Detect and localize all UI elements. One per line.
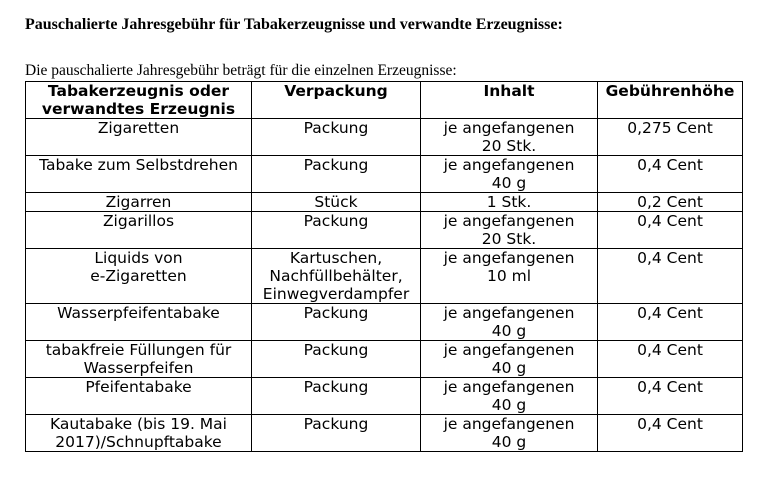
cell-text: Pfeifentabake — [85, 378, 192, 396]
cell-text: Packung — [303, 119, 369, 137]
cell-content — [421, 415, 598, 452]
cell-text: Wasserpfeifentabake — [57, 304, 220, 322]
cell-fee — [598, 249, 743, 304]
cell-text: Wasserpfeifen — [83, 359, 194, 377]
cell-text: je angefangenen — [443, 156, 575, 174]
cell-text: 2017)/Schnupftabake — [55, 433, 222, 451]
cell-text: Packung — [303, 341, 369, 359]
cell-text: e-Zigaretten — [90, 267, 187, 285]
table-row — [26, 156, 743, 193]
table-row — [26, 304, 743, 341]
cell-text: 0,4 Cent — [637, 304, 703, 322]
cell-text: Zigarren — [105, 193, 172, 211]
column-header-content — [421, 82, 598, 119]
cell-fee — [598, 156, 743, 193]
header-row — [26, 82, 743, 119]
fee-table-body — [26, 119, 743, 452]
cell-packaging — [252, 304, 421, 341]
cell-content — [421, 193, 598, 212]
cell-text: 0,4 Cent — [637, 156, 703, 174]
cell-text: 1 Stk. — [486, 193, 532, 211]
cell-text: je angefangenen — [443, 415, 575, 433]
column-header-product — [26, 82, 252, 119]
cell-product — [26, 156, 252, 193]
cell-text: 0,4 Cent — [637, 341, 703, 359]
fee-table — [25, 81, 743, 452]
cell-packaging — [252, 193, 421, 212]
cell-text: 0,4 Cent — [637, 415, 703, 433]
cell-fee — [598, 304, 743, 341]
cell-product — [26, 341, 252, 378]
cell-fee — [598, 212, 743, 249]
cell-content — [421, 304, 598, 341]
cell-packaging — [252, 156, 421, 193]
fee-table-head — [26, 82, 743, 119]
cell-product — [26, 119, 252, 156]
cell-content — [421, 156, 598, 193]
cell-text: je angefangenen — [443, 304, 575, 322]
cell-text: Packung — [303, 156, 369, 174]
cell-product — [26, 212, 252, 249]
cell-text: Zigaretten — [97, 119, 180, 137]
cell-fee — [598, 341, 743, 378]
cell-text: Zigarillos — [102, 212, 175, 230]
cell-packaging — [252, 212, 421, 249]
cell-text: Stück — [314, 193, 358, 211]
cell-text: Packung — [303, 415, 369, 433]
cell-packaging — [252, 249, 421, 304]
cell-fee — [598, 119, 743, 156]
cell-text: 10 ml — [486, 267, 532, 285]
cell-product — [26, 193, 252, 212]
cell-text: 20 Stk. — [481, 137, 537, 155]
header-text: verwandtes Erzeugnis — [41, 100, 236, 118]
cell-fee — [598, 378, 743, 415]
cell-text: 0,275 Cent — [627, 119, 713, 137]
cell-text: je angefangenen — [443, 249, 575, 267]
header-text: Inhalt — [483, 82, 535, 100]
cell-content — [421, 378, 598, 415]
table-row — [26, 378, 743, 415]
cell-packaging — [252, 378, 421, 415]
cell-content — [421, 249, 598, 304]
cell-text: Einwegverdampfer — [262, 285, 410, 303]
header-text: Gebührenhöhe — [605, 82, 735, 100]
header-text: Tabakerzeugnis oder — [47, 82, 230, 100]
cell-text: 0,4 Cent — [637, 249, 703, 267]
cell-content — [421, 341, 598, 378]
table-row — [26, 415, 743, 452]
column-header-fee — [598, 82, 743, 119]
intro-text: Die pauschalierte Jahresgebühr beträgt für die einzelnen Erzeugnisse: — [25, 62, 457, 79]
cell-text: Packung — [303, 378, 369, 396]
cell-text: 40 g — [491, 174, 527, 192]
table-row — [26, 119, 743, 156]
cell-product — [26, 304, 252, 341]
cell-fee — [598, 415, 743, 452]
cell-text: Kartuschen, — [289, 249, 383, 267]
header-text: Verpackung — [284, 82, 388, 100]
cell-text: 0,2 Cent — [637, 193, 703, 211]
cell-packaging — [252, 341, 421, 378]
cell-text: Kautabake (bis 19. Mai — [50, 415, 227, 433]
cell-text: je angefangenen — [443, 341, 575, 359]
cell-packaging — [252, 415, 421, 452]
cell-text: 40 g — [491, 433, 527, 451]
cell-text: 40 g — [491, 322, 527, 340]
cell-text: Tabake zum Selbstdrehen — [39, 156, 238, 174]
cell-text: 0,4 Cent — [637, 378, 703, 396]
cell-text: tabakfreie Füllungen für — [45, 341, 232, 359]
cell-fee — [598, 193, 743, 212]
cell-text: je angefangenen — [443, 119, 575, 137]
cell-text: Packung — [303, 304, 369, 322]
cell-text: 40 g — [491, 359, 527, 377]
cell-text: je angefangenen — [443, 378, 575, 396]
cell-product — [26, 378, 252, 415]
table-row — [26, 212, 743, 249]
cell-packaging — [252, 119, 421, 156]
column-header-packaging — [252, 82, 421, 119]
cell-text: 40 g — [491, 396, 527, 414]
cell-text: je angefangenen — [443, 212, 575, 230]
cell-text: Packung — [303, 212, 369, 230]
document-heading: Pauschalierte Jahresgebühr für Tabakerzeugnisse und verwandte Erzeugnisse: — [25, 16, 563, 33]
cell-content — [421, 212, 598, 249]
cell-content — [421, 119, 598, 156]
cell-product — [26, 415, 252, 452]
cell-text: 20 Stk. — [481, 230, 537, 248]
table-row — [26, 193, 743, 212]
table-row — [26, 249, 743, 304]
cell-product — [26, 249, 252, 304]
cell-text: Nachfüllbehälter, — [269, 267, 403, 285]
cell-text: 0,4 Cent — [637, 212, 703, 230]
cell-text: Liquids von — [94, 249, 183, 267]
table-row — [26, 341, 743, 378]
